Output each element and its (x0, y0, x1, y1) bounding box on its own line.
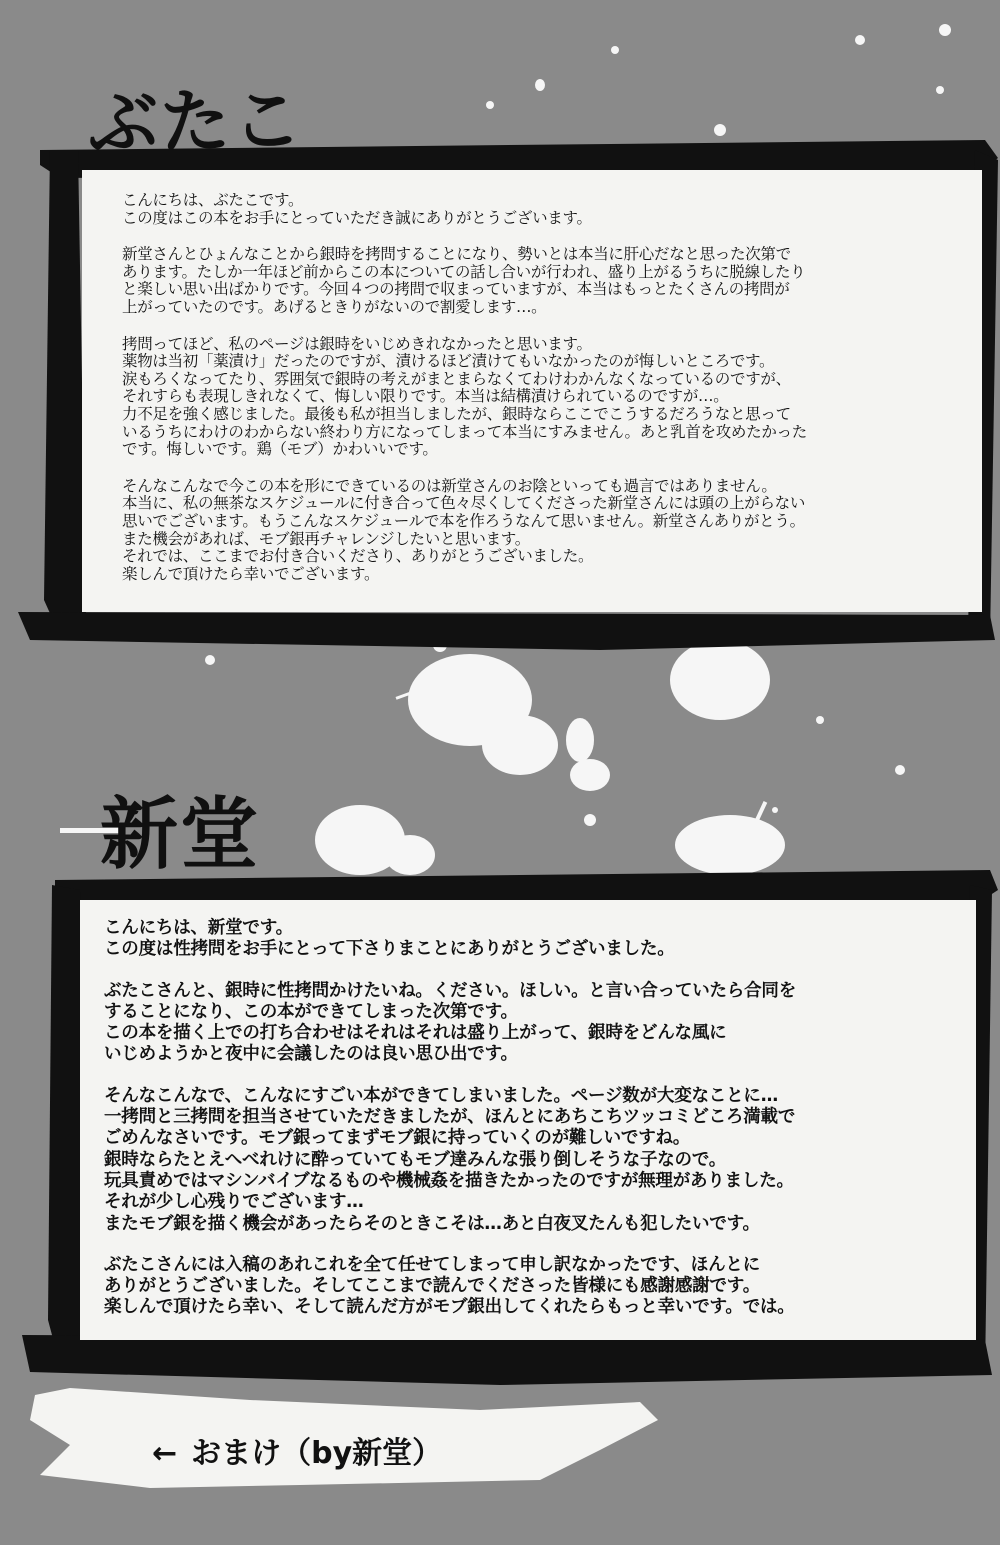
section-heading-shindo: 新堂 (100, 789, 261, 880)
text-line: こんにちは、新堂です。 (104, 918, 293, 938)
text-line: いるうちにわけのわからない終わり方になってしまって本当にすみません。あと乳首を攻めたかった (122, 422, 807, 441)
text-line: 銀時ならたとえへべれけに酔っていてもモブ達みんな張り倒しそうな子なので。 (104, 1149, 727, 1170)
text-line: ぶたこさんと、銀時に性拷問かけたいね。ください。ほしい。と言い合っていたら合同を (104, 980, 796, 1001)
text-line: あります。たしか一年ほど前からこの本についての話し合いが行われ、盛り上がるうちに脱線したり (122, 262, 806, 281)
text-line: いじめようかと夜中に会議したのは良い思ひ出です。 (104, 1044, 518, 1065)
text-line: それすらも表現しきれなくて、悔しい限りです。本当は結構漬けられているのですが…。 (122, 387, 729, 406)
text-line: 拷問ってほど、私のページは銀時をいじめきれなかったと思います。 (122, 334, 592, 353)
message-panel-butako (82, 170, 982, 612)
paragraph (122, 246, 962, 316)
section-heading-butako: ぶたこ (87, 78, 305, 165)
paragraph (104, 918, 958, 961)
text-line: ぶたこさんには入稿のあれこれを全て任せてしまって申し訳なかったです、ほんとに (104, 1254, 760, 1275)
text-line: 楽しんで頂けたら幸いでございます。 (122, 564, 380, 583)
paragraph (104, 981, 958, 1066)
text-line: 玩具責めではマシンバイブなるものや機械姦を描きたかったのですが無理がありました。 (104, 1170, 794, 1191)
bonus-label (152, 1428, 442, 1472)
text-line: そんなこんなで、こんなにすごい本ができてしまいました。ページ数が大変なことに… (104, 1085, 778, 1106)
text-line: ごめんなさいです。モブ銀ってまずモブ銀に持っていくのが難しいですね。 (104, 1128, 691, 1149)
text-line: 思いでございます。もうこんなスケジュールで本を作ろうなんて思いません。新堂さんありがとう。 (122, 511, 805, 530)
text-line: することになり、この本ができてしまった次第です。 (104, 1001, 518, 1022)
bonus-label-text: おまけ（by新堂） (191, 1436, 443, 1471)
text-line: 涙もろくなってたり、雰囲気で銀時の考えがまとまらなくてわけわかんなくなっているのですが、 (122, 369, 791, 388)
left-arrow-icon: ← (152, 1436, 178, 1471)
text-line: 新堂さんとひょんなことから銀時を拷問することになり、勢いとは本当に肝心だなと思った次第で (122, 245, 791, 264)
text-line: またモブ銀を描く機会があったらそのときこそは…あと白夜叉たんも犯したいです。 (104, 1213, 760, 1234)
text-line: 一拷問と三拷問を担当させていただきましたが、ほんとにあちこちツッコミどころ満載で (104, 1107, 796, 1128)
text-line: 本当に、私の無茶なスケジュールに付き合って色々尽くしてくださった新堂さんには頭の上がらない (122, 494, 806, 513)
paragraph (104, 1255, 958, 1319)
text-line: また機会があれば、モブ銀再チャレンジしたいと思います。 (122, 529, 530, 548)
text-line: です。悔しいです。鶏（モブ）かわいいです。 (122, 440, 438, 459)
text-line: それでは、ここまでお付き合いくださり、ありがとうございました。 (122, 547, 594, 566)
text-line: この本を描く上での打ち合わせはそれはそれは盛り上がって、銀時をどんな風に (104, 1023, 727, 1044)
text-line: こんにちは、ぶたこです。 (122, 191, 304, 209)
text-line: そんなこんなで今この本を形にできているのは新堂さんのお陰といっても過言ではありません。 (122, 476, 777, 495)
text-line: 上がっていたのです。あげるときりがないので割愛します…。 (122, 297, 547, 316)
paragraph (122, 478, 962, 584)
text-line: それが少し心残りでございます… (104, 1192, 364, 1213)
paragraph (122, 336, 962, 459)
text-line: この度はこの本をお手にとっていただき誠にありがとうございます。 (122, 208, 592, 227)
text-line: 楽しんで頂けたら幸い、そして読んだ方がモブ銀出してくれたらもっと幸いです。では。 (104, 1297, 795, 1318)
text-line: と楽しい思い出ばかりです。今回４つの拷問で収まっていますが、本当はもっとたくさんの拷問が (122, 280, 790, 299)
paragraph (122, 192, 962, 227)
text-line: この度は性拷問をお手にとって下さりまことにありがとうございました。 (104, 939, 675, 960)
text-line: ありがとうございました。そしてここまで読んでくださった皆様にも感謝感謝です。 (104, 1276, 760, 1297)
text-line: 力不足を強く感じました。最後も私が担当しましたが、銀時ならここでこうするだろうなと思って (122, 404, 791, 423)
paragraph (104, 1086, 958, 1235)
text-line: 薬物は当初「薬漬け」だったのですが、漬けるほど漬けてもいなかったのが悔しいところです。 (122, 352, 775, 371)
message-panel-shindo (80, 900, 976, 1340)
